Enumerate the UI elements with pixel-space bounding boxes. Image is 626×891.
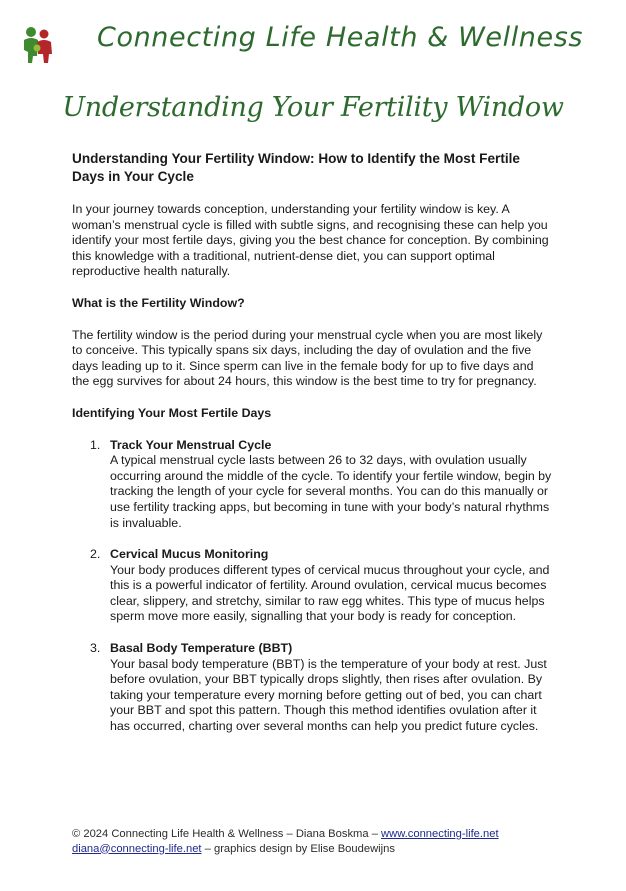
footer-line-1 [72, 827, 499, 842]
list-number: 3. [90, 641, 101, 656]
article [72, 150, 552, 751]
list-item [72, 641, 552, 735]
footer [72, 827, 499, 856]
intro-paragraph: In your journey towards conception, understanding your fertility window is key. A woman’s menstrual cycle is filled with subtle signs, and recognising these can help you identify your most fertile days, giving you the best chance for conception. By combining this knowledge with a traditional, nutrient-dense diet, you can support optimal reproductive health naturally. [72, 202, 549, 279]
list-item-title: Cervical Mucus Monitoring [110, 547, 269, 562]
list-item-body: Your body produces different types of cervical mucus throughout your cycle, and this is a powerful indicator of fertility. Around ovulation, cervical mucus becomes clear, slippery, and stretchy, similar to raw egg whites. This type of mucus helps sperm move more easily, signalling that your body is ready for conception. [110, 562, 550, 624]
fertile-days-list [72, 438, 552, 735]
section-heading-fertility-window: What is the Fertility Window? [72, 295, 245, 310]
list-item [72, 438, 552, 532]
page-title: Understanding Your Fertility Window [62, 92, 564, 123]
footer-credits: – graphics design by Elise Boudewijns [201, 842, 395, 855]
footer-copyright: © 2024 Connecting Life Health & Wellness – Diana Boskma – [72, 828, 382, 840]
email-link[interactable]: diana@connecting-life.net [72, 842, 202, 855]
brand-title: Connecting Life Health & Wellness [97, 22, 584, 53]
list-item-title: Track Your Menstrual Cycle [110, 437, 272, 452]
footer-line-2 [72, 842, 499, 857]
brand-logo [20, 26, 56, 64]
list-number: 2. [90, 547, 101, 562]
list-number: 1. [90, 437, 101, 452]
section-heading-fertile-days: Identifying Your Most Fertile Days [72, 405, 272, 420]
fertility-window-paragraph: The fertility window is the period during your menstrual cycle when you are most likely to conceive. This typically spans six days, including the day of ovulation and the five days leading up to it. Since sperm can live in the female body for up to five days and the egg survives for about 24 hours, this window is the best time to try for pregnancy. [72, 327, 543, 389]
list-item-body: Your basal body temperature (BBT) is the temperature of your body at rest. Just before ovulation, your BBT typically drops slightly, then rises after ovulation. By taking your temperature every morning before getting out of bed, you can chart your BBT and spot this pattern. Though this method identifies ovulation after it has occurred, charting over several months can help you predict future cycles. [110, 656, 547, 734]
website-link[interactable]: www.connecting-life.net [381, 828, 499, 840]
list-item-body: A typical menstrual cycle lasts between 26 to 32 days, with ovulation usually occurring around the middle of the cycle. To identify your fertile window, begin by tracking the length of your cycle for several months. You can do this manually or use fertility tracking apps, but becoming in tune with your body’s natural rhythms is invaluable. [110, 453, 552, 530]
list-item-title: Basal Body Temperature (BBT) [110, 641, 293, 656]
list-item [72, 547, 552, 625]
article-heading: Understanding Your Fertility Window: How to Identify the Most Fertile Days in Your Cycle [72, 151, 520, 184]
